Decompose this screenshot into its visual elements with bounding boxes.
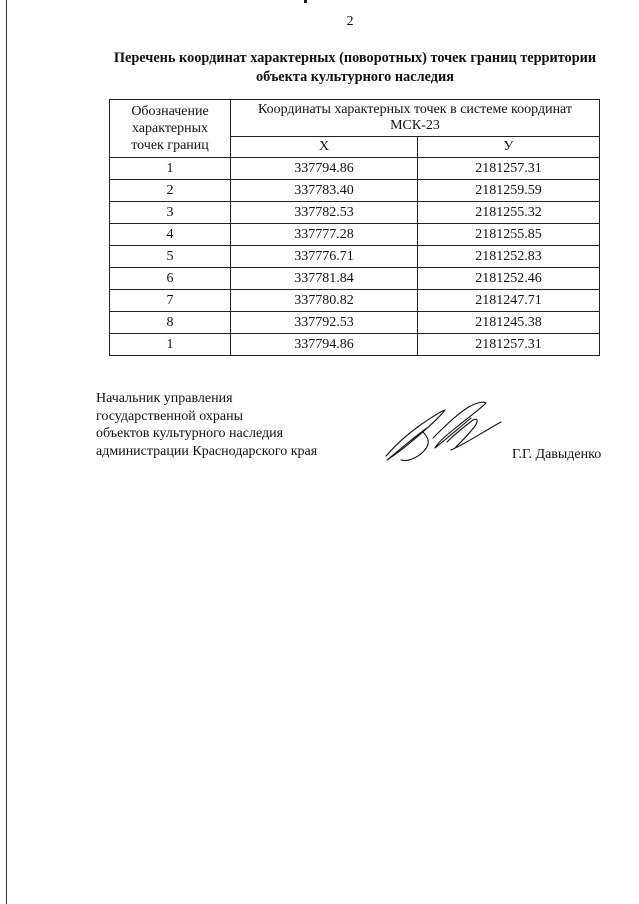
y-cell: 2181255.85 — [418, 224, 600, 246]
signatory-name: Г.Г. Давыденко — [512, 447, 602, 462]
point-label-header-line: Обозначение — [131, 104, 209, 119]
point-cell: 7 — [110, 290, 231, 312]
table-row — [110, 202, 600, 224]
point-label-header — [110, 100, 231, 158]
y-cell: 2181252.83 — [418, 246, 600, 268]
table-row — [110, 312, 600, 334]
signatory-position-line: администрации Краснодарского края — [96, 443, 318, 459]
x-column-header: Х — [231, 137, 418, 158]
point-cell: 2 — [110, 180, 231, 202]
y-cell: 2181257.31 — [418, 158, 600, 180]
page-edge-line — [6, 0, 7, 904]
coordinates-table — [109, 99, 600, 356]
signatory-position-line: Начальник управления — [96, 391, 233, 406]
x-cell: 337783.40 — [231, 180, 418, 202]
handwritten-signature — [383, 398, 508, 466]
point-cell: 4 — [110, 224, 231, 246]
x-cell: 337781.84 — [231, 268, 418, 290]
point-cell: 1 — [110, 334, 231, 356]
x-cell: 337777.28 — [231, 224, 418, 246]
x-cell: 337794.86 — [231, 334, 418, 356]
title-line-1: Перечень координат характерных (поворотных) точек границ территории — [113, 50, 597, 66]
scan-mark — [304, 0, 307, 3]
table-row — [110, 246, 600, 268]
x-cell: 337776.71 — [231, 246, 418, 268]
point-label-header-line: точек границ — [131, 138, 209, 153]
x-cell: 337780.82 — [231, 290, 418, 312]
y-column-header: У — [418, 137, 600, 158]
y-cell: 2181245.38 — [418, 312, 600, 334]
point-cell: 6 — [110, 268, 231, 290]
point-cell: 8 — [110, 312, 231, 334]
table-row — [110, 334, 600, 356]
x-cell: 337792.53 — [231, 312, 418, 334]
coordinate-system-header — [231, 100, 600, 137]
coordinate-system-header-line: МСК-23 — [390, 118, 440, 133]
table-row — [110, 158, 600, 180]
page-number: 2 — [346, 14, 354, 29]
title-line-2: объекта культурного наследия — [256, 69, 454, 85]
point-cell: 3 — [110, 202, 231, 224]
signatory-position-line: государственной охраны — [96, 408, 244, 424]
point-cell: 5 — [110, 246, 231, 268]
signatory-position — [96, 390, 317, 460]
table-row — [110, 268, 600, 290]
table-row — [110, 224, 600, 246]
coordinate-system-header-line: Координаты характерных точек в системе координат — [257, 102, 573, 117]
point-label-header-line: характерных — [131, 121, 209, 136]
y-cell: 2181247.71 — [418, 290, 600, 312]
y-cell: 2181259.59 — [418, 180, 600, 202]
point-cell: 1 — [110, 158, 231, 180]
y-cell: 2181255.32 — [418, 202, 600, 224]
y-cell: 2181252.46 — [418, 268, 600, 290]
document-title — [96, 49, 614, 87]
y-cell: 2181257.31 — [418, 334, 600, 356]
x-cell: 337794.86 — [231, 158, 418, 180]
x-cell: 337782.53 — [231, 202, 418, 224]
signatory-position-line: объектов культурного наследия — [96, 426, 284, 441]
table-row — [110, 290, 600, 312]
table-row — [110, 180, 600, 202]
